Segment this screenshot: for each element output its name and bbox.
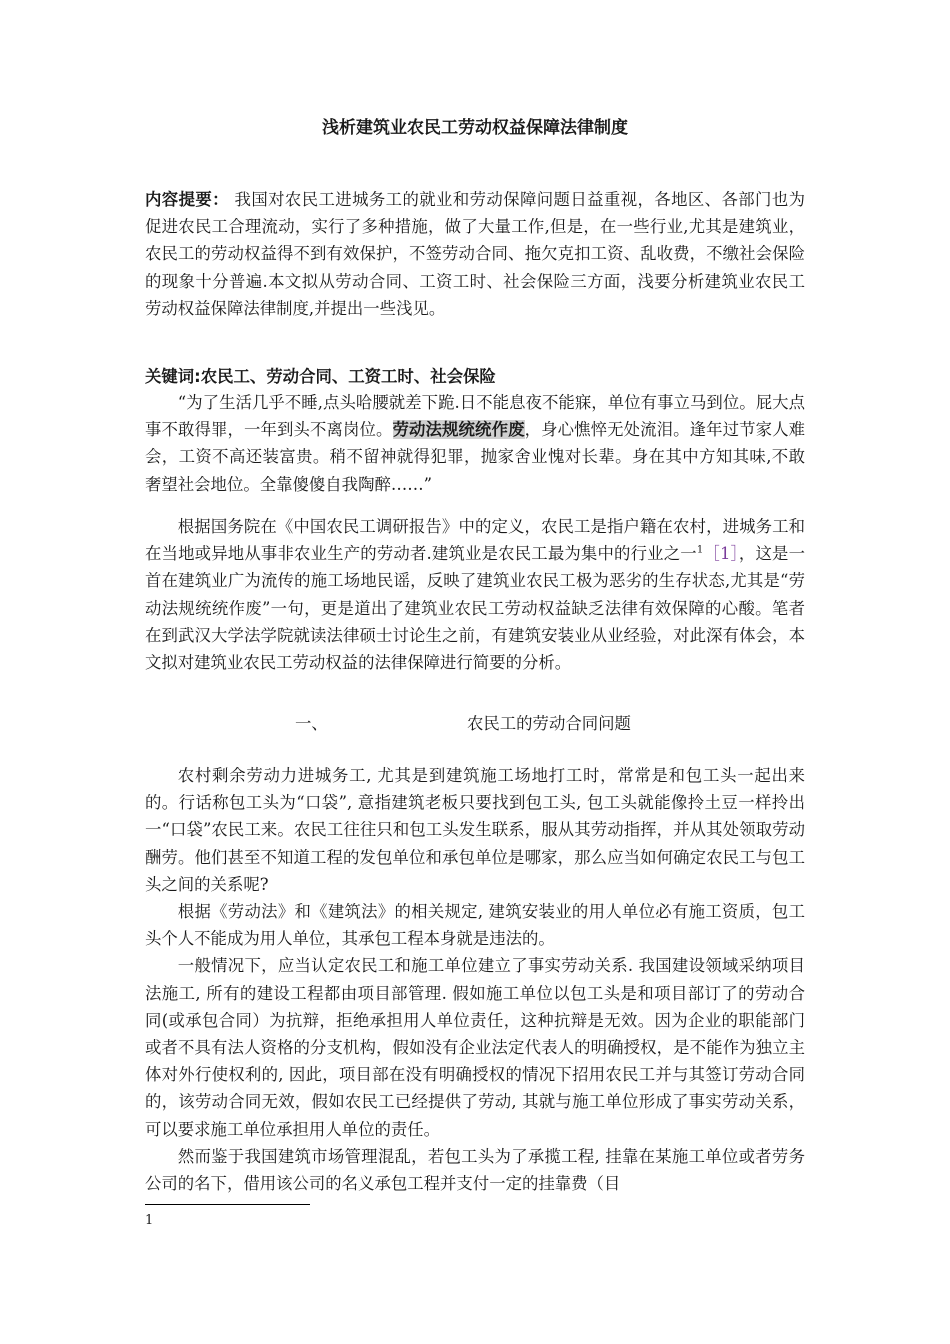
footnote-marker[interactable]: 1 bbox=[696, 544, 704, 556]
definition-part2: ，这是一首在建筑业广为流传的施工场地民谣，反映了建筑业农民工极为恶劣的生存状态,尤其是“劳动法规统统作废”一句，更是道出了建筑业农民工劳动权益缺乏法律有效保障的心酸。笔者在到武汉大学法学院就读法律硕士讨论生之前，有建筑安装业从业经验，对此深有体会，本文拟对建筑业农民工劳动权益的法律保障进行简要的分析。 bbox=[145, 544, 805, 673]
folk-rhyme-part1: “为了生活几乎不睡,点头哈腰就差下跪.日不能息夜不能寐，单位有事立马到位。屁大点事不敢得罪，一年到头不离岗位。 bbox=[145, 393, 805, 440]
keywords: 关键词:农民工、劳动合同、工资工时、社会保险 bbox=[145, 367, 496, 386]
section-body bbox=[145, 762, 805, 1197]
folk-rhyme-part2: ，身心憔悴无处流泪。逢年过节家人难会，工资不高还装富贵。稍不留神就得犯罪，抛家舍业愧对长辈。身在其中方知其味,不敢奢望社会地位。全靠傻傻自我陶醉……” bbox=[145, 420, 806, 494]
body-paragraph: 一般情况下，应当认定农民工和施工单位建立了事实劳动关系. 我国建设领域采纳项目法施工, 所有的建设工程都由项目部管理. 假如施工单位以包工头是和项目部订了的劳动合同(或承包合同）为抗辩，拒绝承担用人单位责任，这种抗辩是无效。因为企业的职能部门或者不具有法人资格的分支机构，假如没有企业法定代表人的明确授权，是不能作为独立主体对外行使权利的, 因此，项目部在没有明确授权的情况下招用农民工并与其签订劳动合同的，该劳动合同无效，假如农民工已经提供了劳动, 其就与施工单位形成了事实劳动关系，可以要求施工单位承担用人单位的责任。 bbox=[145, 956, 805, 1139]
folk-rhyme bbox=[145, 389, 805, 498]
abstract-label: 内容提要： bbox=[145, 190, 229, 209]
document-title: 浅析建筑业农民工劳动权益保障法律制度 bbox=[322, 118, 628, 138]
folk-rhyme-highlight: 劳动法规统统作废 bbox=[392, 420, 525, 440]
section-number: 一、 bbox=[295, 714, 328, 733]
definition-paragraph bbox=[145, 513, 805, 676]
section-title: 农民工的劳动合同问题 bbox=[467, 714, 631, 733]
body-paragraph: 农村剩余劳动力进城务工, 尤其是到建筑施工场地打工时，常常是和包工头一起出来的。行话称包工头为“口袋”, 意指建筑老板只要找到包工头, 包工头就能像拎土豆一样拎出一“口袋”农民工来。农民工往往只和包工头发生联系，服从其劳动指挥，并从其处领取劳动酬劳。他们甚至不知道工程的发包单位和承包单位是哪家，那么应当如何确定农民工与包工头之间的关系呢? bbox=[145, 766, 805, 894]
footnote-number: 1 bbox=[145, 1213, 154, 1228]
footnote-separator bbox=[145, 1204, 310, 1205]
abstract bbox=[145, 186, 805, 322]
definition-part1: 根据国务院在《中国农民工调研报告》中的定义，农民工是指户籍在农村，进城务工和在当地或异地从事非农业生产的劳动者.建筑业是农民工最为集中的行业之一 bbox=[145, 517, 805, 564]
body-paragraph: 然而鉴于我国建筑市场管理混乱，若包工头为了承揽工程, 挂靠在某施工单位或者劳务公司的名下，借用该公司的名义承包工程并支付一定的挂靠费（目 bbox=[145, 1146, 805, 1194]
body-paragraph: 根据《劳动法》和《建筑法》的相关规定, 建筑安装业的用人单位必有施工资质，包工头个人不能成为用人单位，其承包工程本身就是违法的。 bbox=[145, 902, 805, 949]
reference-link[interactable]: ［1］ bbox=[703, 544, 739, 564]
abstract-text: 我国对农民工进城务工的就业和劳动保障问题日益重视，各地区、各部门也为促进农民工合理流动，实行了多种措施，做了大量工作,但是，在一些行业,尤其是建筑业，农民工的劳动权益得不到有效保护，不签劳动合同、拖欠克扣工资、乱收费，不缴社会保险的现象十分普遍.本文拟从劳动合同、工资工时、社会保险三方面，浅要分析建筑业农民工劳动权益保障法律制度,并提出一些浅见。 bbox=[145, 190, 805, 318]
